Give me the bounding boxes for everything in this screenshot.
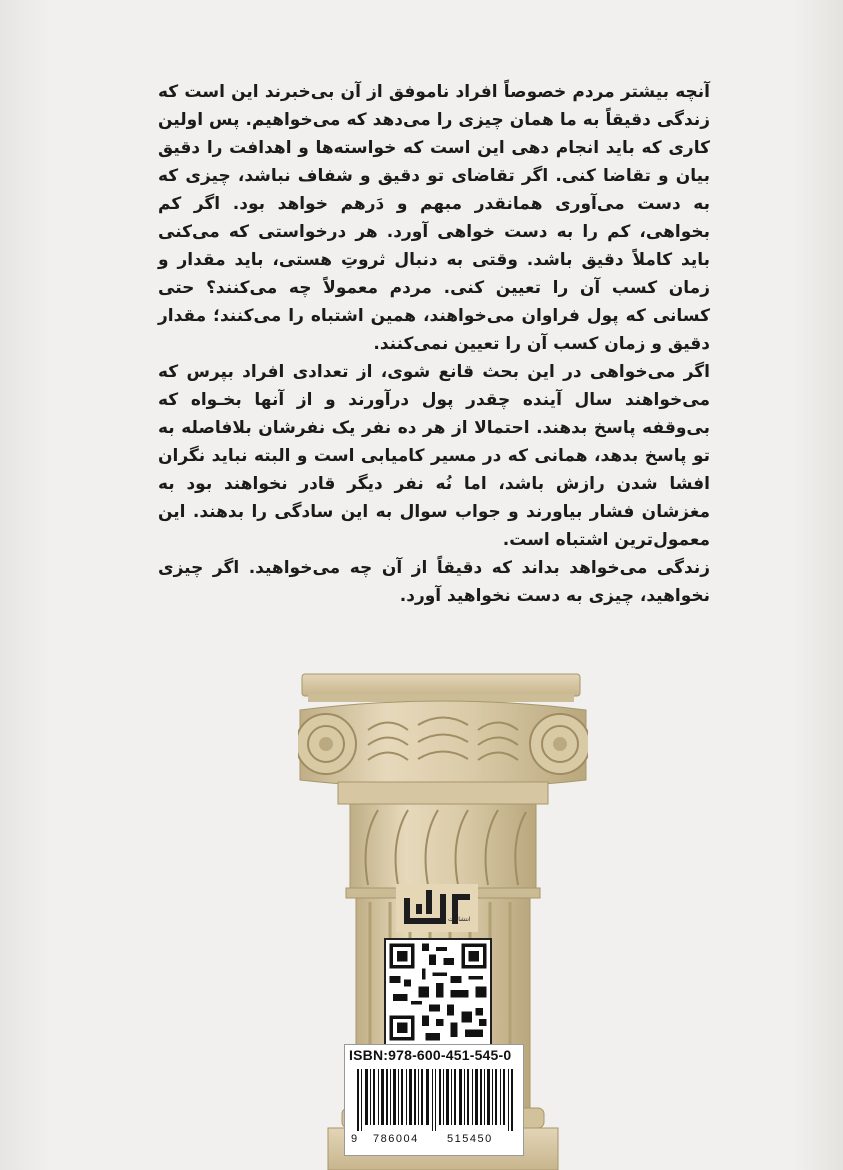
barcode-lead-digit: 9	[351, 1133, 358, 1145]
barcode-group-2: 515450	[447, 1133, 493, 1145]
back-cover-text	[158, 78, 710, 610]
barcode	[355, 1069, 515, 1131]
publisher-caption: انتشارات	[448, 916, 471, 923]
isbn-text: ISBN:978-600-451-545-0	[349, 1047, 512, 1063]
barcode-group-1: 786004	[373, 1133, 419, 1145]
paragraph-1: آنچه بیشتر مردم خصوصاً افراد ناموفق از آن بی‌خبرند این است که زندگی دقیقاً به ما همان چیزی را می‌دهد که می‌خواهیم. پس اولین کاری که باید انجام دهی این است که خواسته‌ها و اهدافت را دقیق بیان و تقاضا کنی. اگر تقاضای تو دقیق و شفاف نباشد، چیزی که به دست می‌آوری همانقدر مبهم و دَرهم خواهد بود. اگر کم بخواهی، کم را به دست خواهی آورد. هر درخواستی که می‌کنی باید کاملاً دقیق باشد. وقتی به دنبال ثروتِ هستی، باید مقدار و زمان کسب آن را تعیین کنی. مردم معمولاً چه می‌کنند؟ حتی کسانی که پول فراوان می‌خواهند، همین اشتباه را می‌کنند؛ مقدار دقیق و زمان کسب آن را تعیین نمی‌کنند.	[158, 82, 710, 354]
isbn-barcode-label	[344, 1044, 524, 1156]
qr-code	[384, 938, 492, 1046]
paragraph-2: اگر می‌خواهی در این بحث قانع شوی، از تعدادی افراد بپرس که می‌خواهند سال آینده چقدر پول درآورند و از آنها بخـواه که بی‌وقفه پاسخ بدهند. احتمالا از هر ده نفر یک نفرشان بلافاصله به تو پاسخ بدهد، همانی که در مسیر کامیابی است و البته نباید نگران افشا شدن رازش باشد، اما نُه نفر دیگر قادر نخواهند بود به مغزشان فشار بیاورند و جواب سوال به این سادگی را بدهند. این معمول‌ترین اشتباه است.	[158, 362, 710, 550]
publisher-logo-icon	[396, 884, 478, 932]
paragraph-3: زندگی می‌خواهد بداند که دقیقاً از آن چه می‌خواهید. اگر چیزی نخواهید، چیزی به دست نخواهید آورد.	[158, 558, 710, 606]
